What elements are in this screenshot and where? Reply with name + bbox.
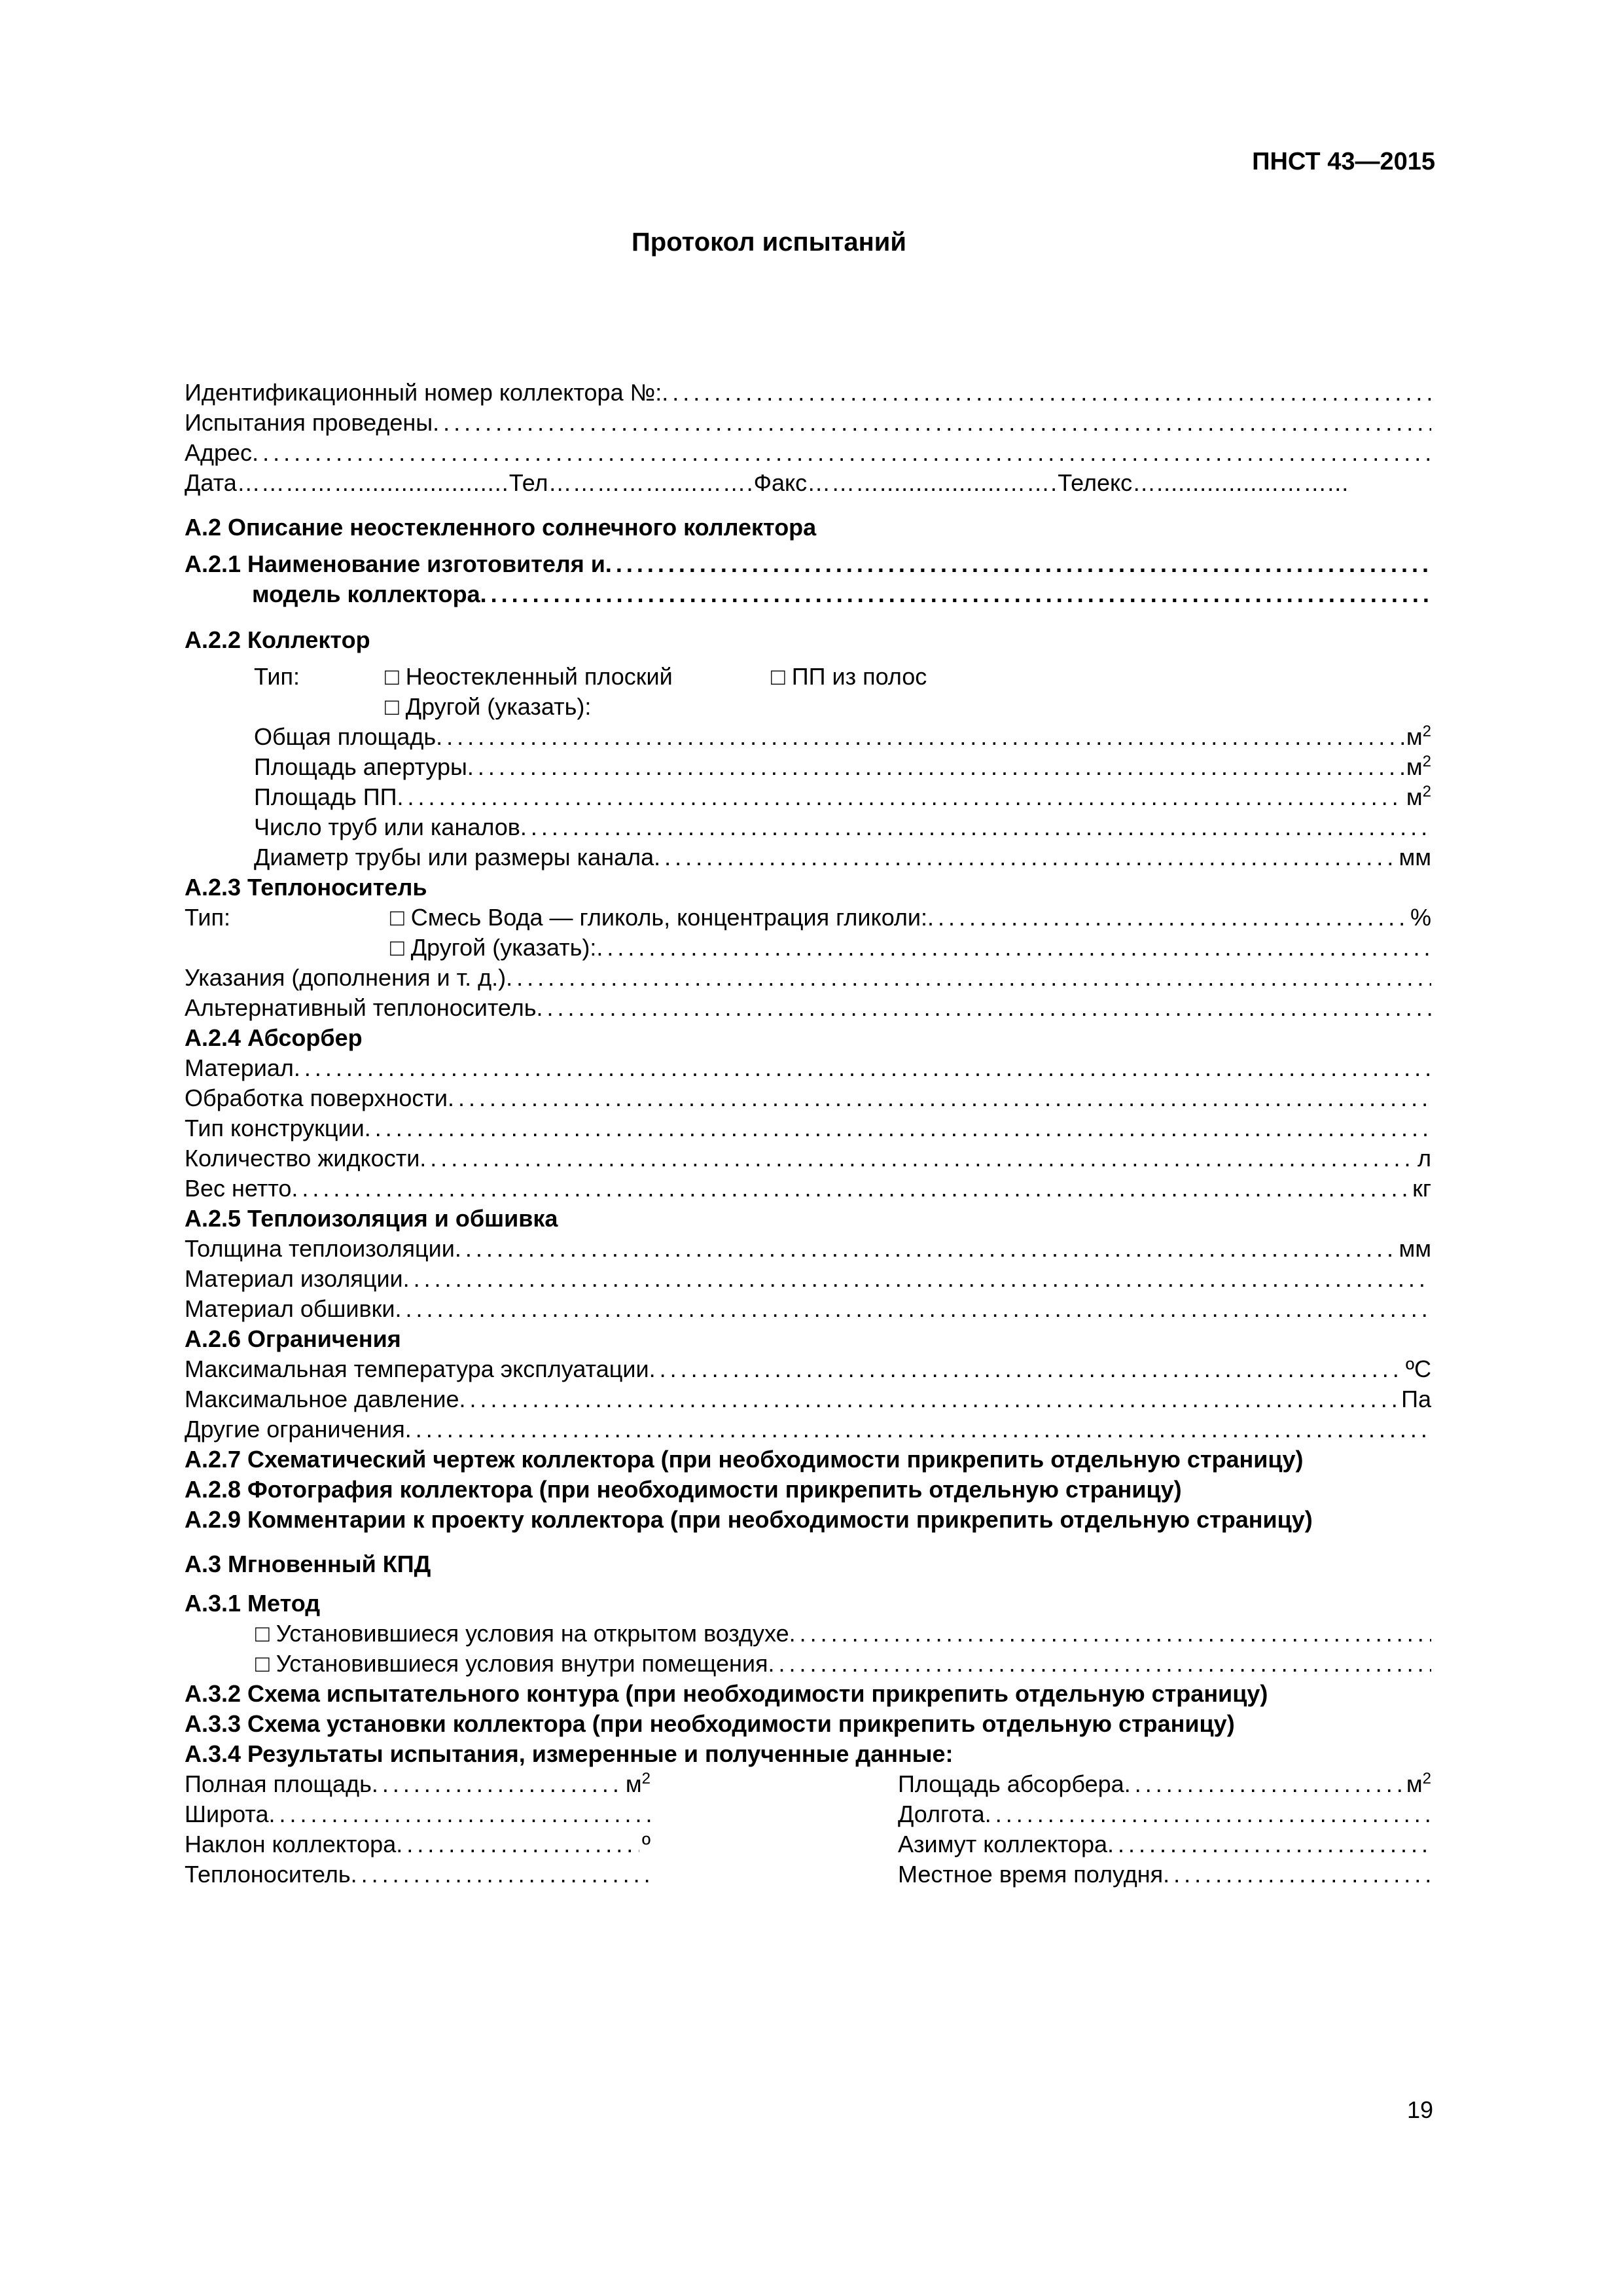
longitude-line: Долгота .....	[898, 1800, 1431, 1829]
document-code: ПНСТ 43—2015	[1252, 148, 1435, 175]
azimuth-line: Азимут коллектора .....	[898, 1830, 1431, 1859]
method-indoor-line[interactable]: □ Установившиеся условия внутри помещения .....	[255, 1649, 1431, 1678]
date-line: Дата…………….....................Тел……………....…….Факс……….................…….Телекс….................……...	[185, 469, 1349, 496]
a31-title: А.3.1 Метод	[185, 1590, 321, 1617]
option-strip-absorber[interactable]: □ ПП из полос	[771, 663, 927, 690]
section-a3-title: А.3 Мгновенный КПД	[185, 1551, 431, 1577]
tested-by-line: Испытания проведены .....	[185, 408, 1431, 437]
fluid-other-line[interactable]: □ Другой (указать): .....	[390, 933, 1431, 962]
a24-title: А.2.4 Абсорбер	[185, 1024, 363, 1051]
tilt-line: Наклон коллектора ..... º	[185, 1830, 651, 1859]
max-temperature-line: Максимальная температура эксплуатации ..... ºС	[185, 1355, 1431, 1384]
gross-area-line: Полная площадь ..... $м^2$	[185, 1770, 651, 1799]
fluid-glycol-line[interactable]: □ Смесь Вода — гликоль, концентрация гликоли: ..... %	[390, 903, 1431, 932]
a28-title: А.2.8 Фотография коллектора (при необходимости прикрепить отдельную страницу)	[185, 1476, 1182, 1503]
a22-title: А.2.2 Коллектор	[185, 626, 370, 653]
liquid-quantity-line: Количество жидкости ..... л	[185, 1144, 1431, 1173]
a29-title: А.2.9 Комментарии к проекту коллектора (при необходимости прикрепить отдельную страницу)	[185, 1506, 1313, 1533]
a21-manufacturer-line: А.2.1 Наименование изготовителя и .....	[185, 550, 1431, 579]
a21-model-line: модель коллектора .....	[252, 580, 1431, 609]
aperture-area-line: Площадь апертуры ..... $м^2$	[254, 753, 1431, 781]
tubes-count-line: Число труб или каналов .....	[254, 813, 1431, 842]
method-outdoor-line[interactable]: □ Установившиеся условия на открытом воздухе .....	[255, 1619, 1431, 1648]
net-weight-line: Вес нетто ..... кг	[185, 1174, 1431, 1203]
address-line: Адрес .....	[185, 439, 1431, 467]
casing-material-line: Материал обшивки .....	[185, 1295, 1431, 1323]
other-limits-line: Другие ограничения .....	[185, 1415, 1431, 1444]
a23-title: А.2.3 Теплоноситель	[185, 874, 427, 901]
solar-noon-line: Местное время полудня .....	[898, 1860, 1431, 1889]
a25-title: А.2.5 Теплоизоляция и обшивка	[185, 1205, 558, 1232]
a27-title: А.2.7 Схематический чертеж коллектора (при необходимости прикрепить отдельную страницу)	[185, 1446, 1304, 1473]
notes-line: Указания (дополнения и т. д.) .....	[185, 963, 1431, 992]
material-line: Материал .....	[185, 1054, 1431, 1083]
page-number: 19	[1406, 2096, 1433, 2123]
option-flat-unglazed[interactable]: □ Неостекленный плоский	[385, 663, 673, 690]
max-pressure-line: Максимальное давление ..... Па	[185, 1385, 1431, 1414]
fluid-type-label: Тип:	[185, 904, 231, 931]
insulation-thickness-line: Толщина теплоизоляции ..... мм	[185, 1234, 1431, 1263]
construction-type-line: Тип конструкции .....	[185, 1114, 1431, 1143]
absorber-area-line: Площадь абсорбера ..... $м^2$	[898, 1770, 1431, 1799]
page-title: Протокол испытаний	[632, 228, 906, 257]
a26-title: А.2.6 Ограничения	[185, 1325, 401, 1352]
collector-type-label: Тип:	[254, 663, 300, 690]
surface-treatment-line: Обработка поверхности .....	[185, 1084, 1431, 1113]
a33-title: А.3.3 Схема установки коллектора (при необходимости прикрепить отдельную страницу)	[185, 1710, 1235, 1737]
fluid-line: Теплоноситель .....	[185, 1860, 651, 1889]
alt-fluid-line: Альтернативный теплоноситель .....	[185, 994, 1431, 1022]
collector-id-line: Идентификационный номер коллектора №: .....	[185, 378, 1431, 407]
option-other-collector[interactable]: □ Другой (указать):	[385, 693, 592, 720]
tube-diameter-line: Диаметр трубы или размеры канала ..... мм	[254, 843, 1431, 872]
section-a2-title: А.2 Описание неостекленного солнечного коллектора	[185, 514, 817, 541]
insulation-material-line: Материал изоляции .....	[185, 1265, 1431, 1293]
latitude-line: Широта .....	[185, 1800, 651, 1829]
a34-title: А.3.4 Результаты испытания, измеренные и полученные данные:	[185, 1740, 954, 1767]
total-area-line: Общая площадь ..... $м^2$	[254, 723, 1431, 751]
pp-area-line: Площадь ПП ..... $м^2$	[254, 783, 1431, 812]
a32-title: А.3.2 Схема испытательного контура (при необходимости прикрепить отдельную страницу)	[185, 1680, 1268, 1707]
